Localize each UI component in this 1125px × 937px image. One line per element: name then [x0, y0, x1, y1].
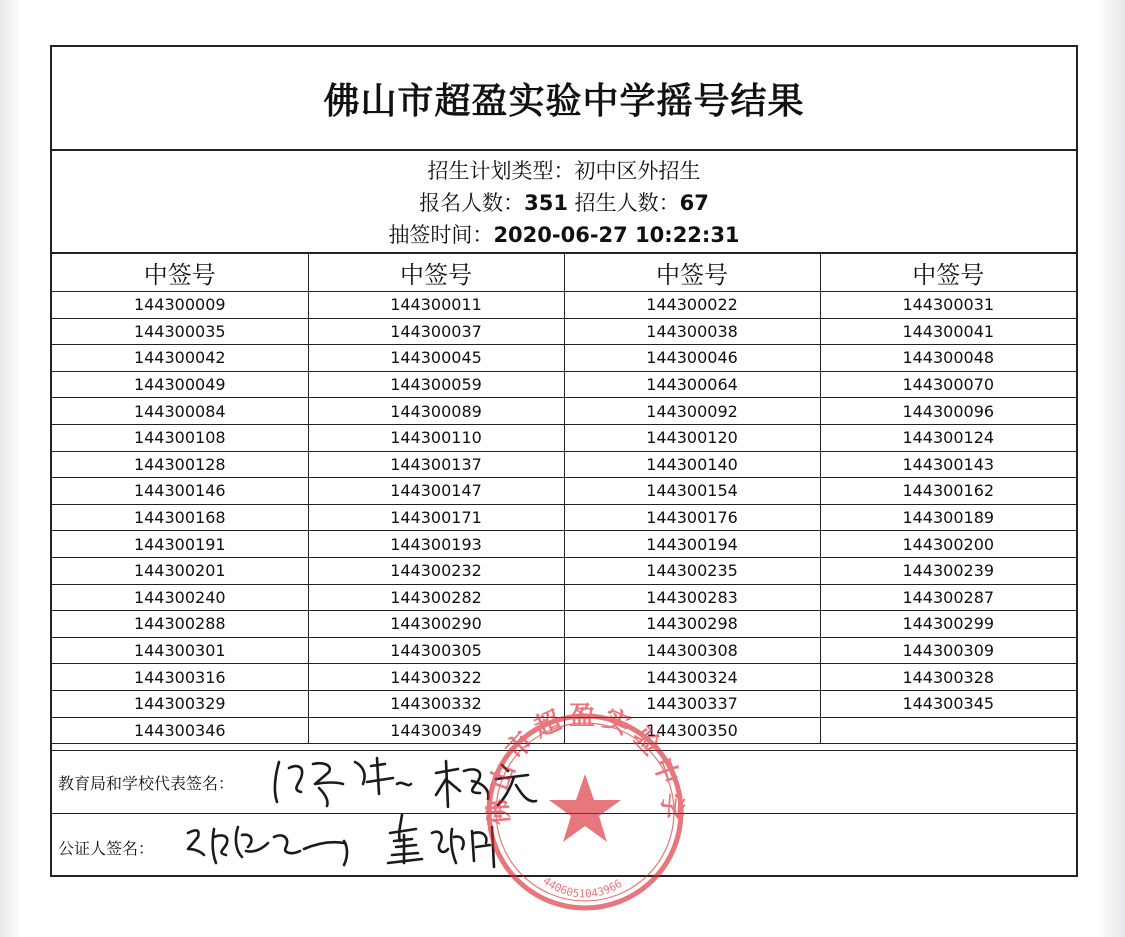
seal-serial: 4406051043966: [540, 874, 625, 901]
winning-number-cell: 144300128: [52, 451, 308, 478]
winning-number-cell: 144300232: [308, 557, 564, 584]
winning-number-cell: 144300283: [564, 584, 820, 611]
winning-number-cell: 144300110: [308, 424, 564, 451]
results-table: [52, 252, 1076, 744]
winning-number-cell: 144300041: [820, 318, 1076, 345]
winning-number-cell: 144300328: [820, 664, 1076, 691]
winning-number-cell: 144300200: [820, 531, 1076, 558]
winning-number-cell: [820, 717, 1076, 744]
winning-number-cell: 144300092: [564, 398, 820, 425]
table-row: [52, 318, 1076, 345]
official-seal: [475, 702, 695, 922]
lottery-result-document: [50, 45, 1078, 901]
draw-time-value: 2020-06-27 10:22:31: [493, 223, 740, 247]
winning-number-cell: 144300287: [820, 584, 1076, 611]
column-header: 中签号: [820, 253, 1076, 292]
winning-number-cell: 144300298: [564, 611, 820, 638]
applicants-label: 报名人数：: [419, 191, 525, 215]
winning-number-cell: 144300049: [52, 371, 308, 398]
winning-number-cell: 144300137: [308, 451, 564, 478]
winning-number-cell: 144300108: [52, 424, 308, 451]
winning-number-cell: 144300189: [820, 504, 1076, 531]
signature-representative-1: [267, 754, 417, 810]
winning-number-cell: 144300349: [308, 717, 564, 744]
draw-time-label: 抽签时间：: [388, 223, 494, 247]
winning-number-cell: 144300009: [52, 292, 308, 319]
signature-notary-1: [182, 819, 357, 869]
admitted-label: 招生人数：: [574, 191, 680, 215]
winning-number-cell: 144300084: [52, 398, 308, 425]
winning-number-cell: 144300176: [564, 504, 820, 531]
winning-number-cell: 144300045: [308, 345, 564, 372]
winning-number-cell: 144300345: [820, 690, 1076, 717]
winning-number-cell: 144300329: [52, 690, 308, 717]
winning-number-cell: 144300171: [308, 504, 564, 531]
table-row: [52, 611, 1076, 638]
table-row: [52, 664, 1076, 691]
winning-number-cell: 144300011: [308, 292, 564, 319]
winning-number-cell: 144300162: [820, 478, 1076, 505]
winning-number-cell: 144300240: [52, 584, 308, 611]
winning-number-cell: 144300089: [308, 398, 564, 425]
viewer-left-edge: [0, 0, 22, 937]
table-row: [52, 451, 1076, 478]
winning-number-cell: 144300168: [52, 504, 308, 531]
table-row: [52, 557, 1076, 584]
table-row: [52, 371, 1076, 398]
winning-number-cell: 144300346: [52, 717, 308, 744]
winning-number-cell: 144300064: [564, 371, 820, 398]
info-area: [52, 151, 1076, 253]
winning-number-cell: 144300308: [564, 637, 820, 664]
table-row: [52, 345, 1076, 372]
table-row: [52, 584, 1076, 611]
winning-number-cell: 144300096: [820, 398, 1076, 425]
table-row: [52, 424, 1076, 451]
winning-number-cell: 144300350: [564, 717, 820, 744]
plan-type-value: 初中区外招生: [574, 159, 701, 183]
winning-number-cell: 144300191: [52, 531, 308, 558]
title-area: [52, 47, 1076, 151]
plan-type-label: 招生计划类型：: [427, 159, 575, 183]
winning-number-cell: 144300048: [820, 345, 1076, 372]
winning-number-cell: 144300305: [308, 637, 564, 664]
winning-number-cell: 144300070: [820, 371, 1076, 398]
seal-text: 佛山市超盈实验中学: [483, 702, 687, 827]
winning-number-cell: 144300201: [52, 557, 308, 584]
winning-number-cell: 144300194: [564, 531, 820, 558]
winning-number-cell: 144300301: [52, 637, 308, 664]
winning-number-cell: 144300322: [308, 664, 564, 691]
winning-number-cell: 144300282: [308, 584, 564, 611]
table-row: [52, 504, 1076, 531]
winning-number-cell: 144300288: [52, 611, 308, 638]
representatives-signature-label: 教育局和学校代表签名：: [58, 774, 235, 793]
admitted-value: 67: [679, 191, 709, 215]
column-header: 中签号: [308, 253, 564, 292]
winning-number-cell: 144300146: [52, 478, 308, 505]
winning-number-cell: 144300309: [820, 637, 1076, 664]
column-header: 中签号: [564, 253, 820, 292]
winning-number-cell: 144300037: [308, 318, 564, 345]
winning-number-cell: 144300299: [820, 611, 1076, 638]
winning-number-cell: 144300324: [564, 664, 820, 691]
notary-signature-label: 公证人签名：: [58, 839, 155, 858]
counts-line: [52, 187, 1076, 219]
winning-number-cell: 144300332: [308, 690, 564, 717]
winning-number-cell: 144300154: [564, 478, 820, 505]
table-row: [52, 531, 1076, 558]
winning-number-cell: 144300120: [564, 424, 820, 451]
winning-number-cell: 144300147: [308, 478, 564, 505]
winning-number-cell: 144300235: [564, 557, 820, 584]
winning-number-cell: 144300035: [52, 318, 308, 345]
winning-number-cell: 144300239: [820, 557, 1076, 584]
table-header-row: [52, 253, 1076, 292]
table-row: [52, 292, 1076, 319]
plan-type-line: [52, 155, 1076, 187]
winning-number-cell: 144300031: [820, 292, 1076, 319]
winning-number-cell: 144300143: [820, 451, 1076, 478]
winning-number-cell: 144300316: [52, 664, 308, 691]
winning-number-cell: 144300042: [52, 345, 308, 372]
winning-number-cell: 144300046: [564, 345, 820, 372]
draw-time-line: [52, 219, 1076, 251]
applicants-value: 351: [524, 191, 568, 215]
winning-number-cell: 144300140: [564, 451, 820, 478]
winning-number-cell: 144300038: [564, 318, 820, 345]
viewer-right-edge: [1099, 0, 1125, 937]
winning-number-cell: 144300124: [820, 424, 1076, 451]
winning-number-cell: 144300022: [564, 292, 820, 319]
table-row: [52, 398, 1076, 425]
winning-number-cell: 144300193: [308, 531, 564, 558]
winning-number-cell: 144300290: [308, 611, 564, 638]
column-header: 中签号: [52, 253, 308, 292]
table-row: [52, 478, 1076, 505]
table-row: [52, 637, 1076, 664]
document-title: 佛山市超盈实验中学摇号结果: [323, 80, 805, 122]
winning-number-cell: 144300337: [564, 690, 820, 717]
winning-number-cell: 144300059: [308, 371, 564, 398]
